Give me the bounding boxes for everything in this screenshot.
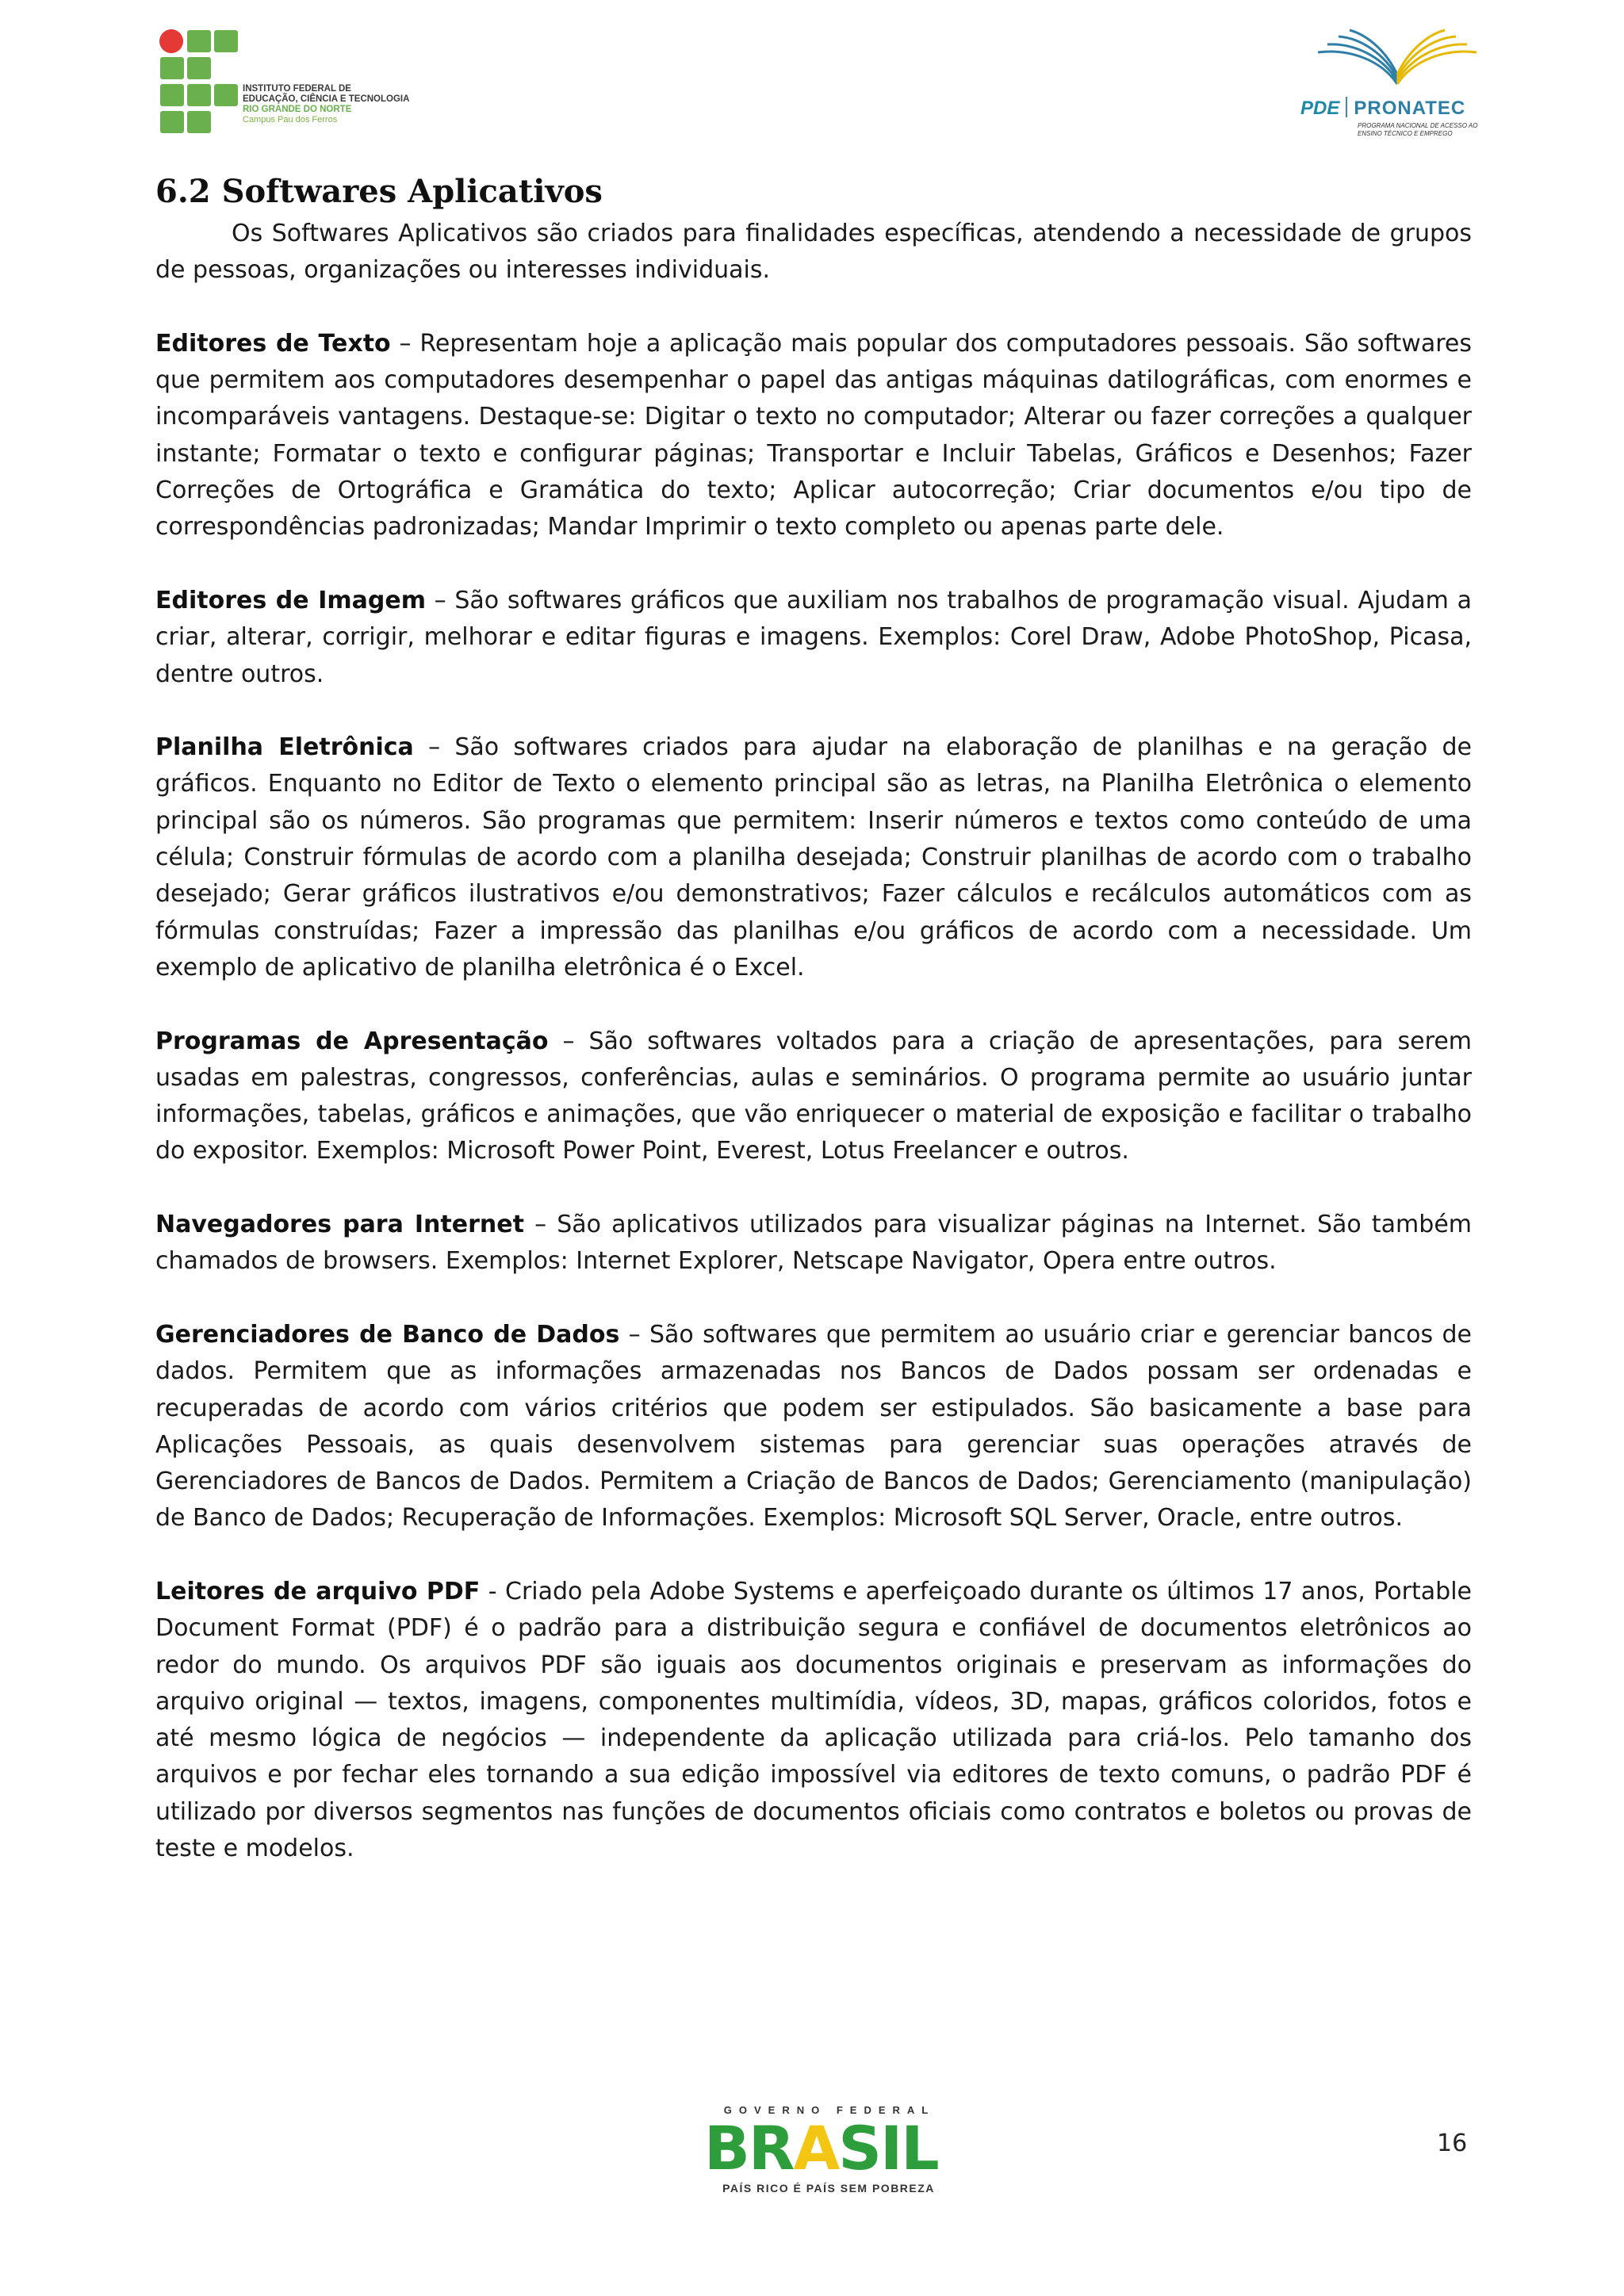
topic-paragraph — [155, 326, 1472, 546]
section-title: Softwares Aplicativos — [221, 173, 603, 210]
governo-federal-label: GOVERNO FEDERAL — [723, 2104, 936, 2116]
ifrn-line-3: RIO GRANDE DO NORTE — [243, 105, 352, 114]
topic-paragraph — [155, 1024, 1472, 1170]
topic-text: – São aplicativos utilizados para visualizar páginas na Internet. São também chamados de browsers. Exemplos: Internet Explorer, Netscape Navigator, Opera entre outros. — [155, 1211, 1473, 1276]
pronatec-sub-line-2: ENSINO TÉCNICO E EMPREGO — [1358, 130, 1453, 137]
topic-text: – São softwares gráficos que auxiliam nos trabalhos de programação visual. Ajudam a criar, alterar, corrigir, melhorar e editar figuras e imagens. Exemplos: Corel Draw, Adobe PhotoShop, Picasa, dentre outros. — [155, 586, 1472, 688]
pronatec-wordmark — [1300, 97, 1465, 120]
brasil-part-1: BR — [704, 2113, 794, 2183]
pronatec-sub-line-1: PROGRAMA NACIONAL DE ACESSO AO — [1358, 122, 1478, 129]
ifrn-line-2: EDUCAÇÃO, CIÊNCIA E TECNOLOGIA — [243, 94, 410, 104]
topic-paragraph — [155, 583, 1472, 693]
intro-paragraph: Os Softwares Aplicativos são criados para finalidades específicas, atendendo a necessidade de grupos de pessoas, organizações ou interesses individuais. — [155, 220, 1472, 285]
topic-term: Leitores de arquivo PDF — [155, 1577, 481, 1605]
topic-paragraph — [155, 1207, 1472, 1280]
page-number: 16 — [1437, 2130, 1468, 2157]
ifrn-campus: Campus Pau dos Ferros — [243, 115, 338, 124]
topic-term: Planilha Eletrônica — [155, 733, 414, 762]
brasil-part-2: A — [793, 2113, 839, 2183]
topic-text: - Criado pela Adobe Systems e aperfeiçoado durante os últimos 17 anos, Portable Document Format (PDF) é o padrão para a distribuição segura e confiável de documentos eletrônicos ao redor do mundo. Os arquivos PDF são iguais aos documentos originais e preservam as informações do arquivo original — textos, imagens, componentes multimídia, vídeos, 3D, mapas, gráficos coloridos, fotos e até mesmo lógica de negócios — independente da aplicação utilizada para criá-los. Pelo tamanho dos arquivos e por fechar eles tornando a sua edição impossível via editores de texto comuns, o padrão PDF é utilizado por diversos segmentos nas funções de documentos oficiais como contratos e boletos ou provas de teste e modelos. — [155, 1577, 1472, 1863]
ifrn-name — [243, 84, 409, 125]
topic-term: Programas de Apresentação — [155, 1027, 549, 1055]
pronatec-label: PRONATEC — [1354, 98, 1466, 119]
section-heading — [155, 168, 1472, 216]
ifrn-grid-icon — [159, 29, 241, 138]
topic-paragraph — [155, 1574, 1472, 1867]
pronatec-divider — [1346, 97, 1347, 117]
main-content — [155, 168, 1472, 1904]
topic-paragraph — [155, 729, 1472, 986]
topic-term: Editores de Texto — [155, 329, 391, 358]
brasil-wordmark — [704, 2113, 938, 2183]
open-book-icon — [1310, 29, 1484, 92]
brasil-slogan: PAÍS RICO É PAÍS SEM POBREZA — [722, 2182, 935, 2195]
section-number: 6.2 — [155, 173, 211, 210]
topic-text: – São softwares voltados para a criação de apresentações, para serem usadas em palestras, congressos, conferências, aulas e seminários. O programa permite ao usuário juntar informações, tabelas, gráficos e animações, que vão enriquecer o material de exposição e facilitar o trabalho do expositor. Exemplos: Microsoft Power Point, Everest, Lotus Freelancer e outros. — [155, 1027, 1472, 1165]
topic-term: Navegadores para Internet — [155, 1211, 524, 1239]
brasil-part-3: SIL — [838, 2113, 938, 2183]
pronatec-logo — [1300, 29, 1491, 163]
topic-term: Editores de Imagem — [155, 586, 426, 614]
ifrn-line-1: INSTITUTO FEDERAL DE — [243, 84, 351, 94]
governo-federal-logo — [698, 2104, 959, 2199]
topic-text: – São softwares criados para ajudar na elaboração de planilhas e na geração de gráficos. Enquanto no Editor de Texto o elemento principal são as letras, na Planilha Eletrônica o elemento principal são os números. São programas que permitem: Inserir números e textos como conteúdo de uma célula; Construir fórmulas de acordo com a planilha desejada; Construir planilhas de acordo com o trabalho desejado; Gerar gráficos ilustrativos e/ou demonstrativos; Fazer cálculos e recálculos automáticos com as fórmulas construídas; Fazer a impressão das planilhas e/ou gráficos de acordo com a necessidade. Um exemplo de aplicativo de planilha eletrônica é o Excel. — [155, 733, 1472, 982]
pronatec-subtitle — [1358, 122, 1477, 138]
ifrn-logo — [159, 29, 444, 140]
topic-text: – São softwares que permitem ao usuário criar e gerenciar bancos de dados. Permitem que as informações armazenadas nos Bancos de Dados possam ser ordenadas e recuperadas de acordo com vários critérios que podem ser estipulados. São basicamente a base para Aplicações Pessoais, as quais desenvolvem sistemas para gerenciar suas operações através de Gerenciadores de Bancos de Dados. Permitem a Criação de Bancos de Dados; Gerenciamento (manipulação) de Banco de Dados; Recuperação de Informações. Exemplos: Microsoft SQL Server, Oracle, entre outros. — [155, 1320, 1472, 1533]
topic-text: – Representam hoje a aplicação mais popular dos computadores pessoais. São softwares que permitem aos computadores desempenhar o papel das antigas máquinas datilográficas, com enormes e incomparáveis vantagens. Destaque-se: Digitar o texto no computador; Alterar ou fazer correções a qualquer instante; Formatar o texto e configurar páginas; Transportar e Incluir Tabelas, Gráficos e Desenhos; Fazer Correções de Ortográfica e Gramática do texto; Aplicar autocorreção; Criar documentos e/ou tipo de correspondências padronizadas; Mandar Imprimir o texto completo ou apenas parte dele. — [155, 329, 1472, 541]
topic-paragraph — [155, 1317, 1472, 1537]
topic-term: Gerenciadores de Banco de Dados — [155, 1320, 620, 1349]
pde-label: PDE — [1300, 98, 1340, 119]
